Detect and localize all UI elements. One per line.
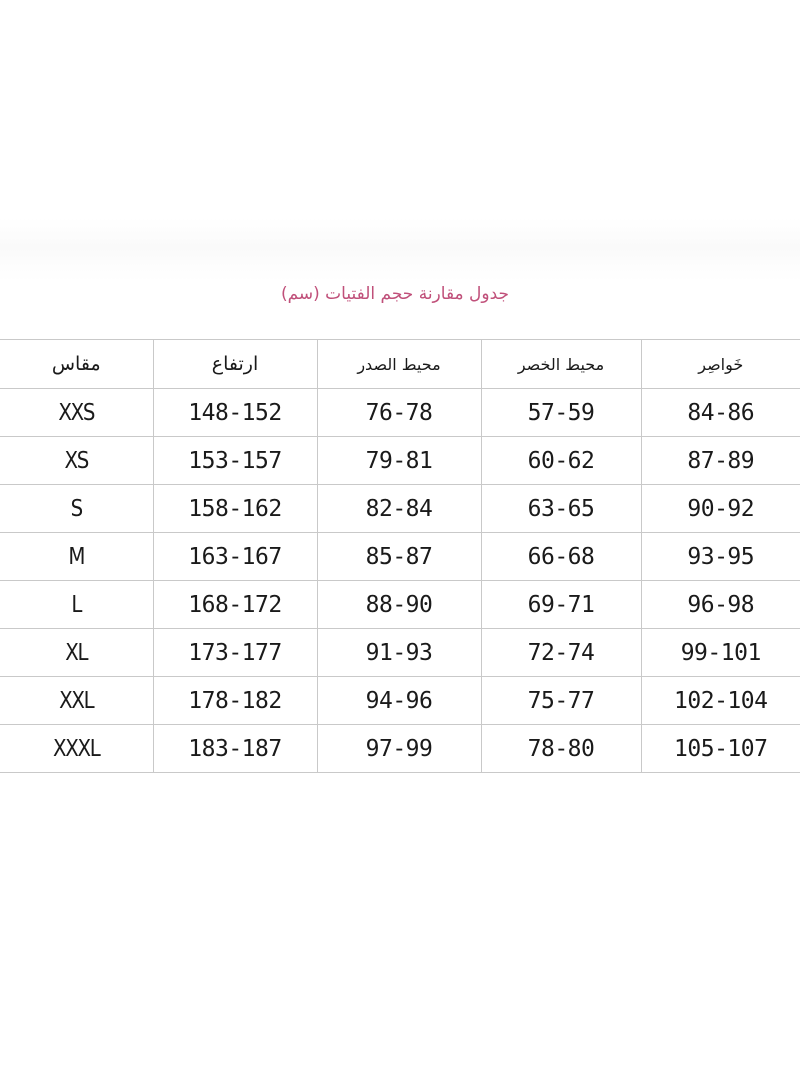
header-height: ارتفاع [153,340,317,389]
cell-waist: 63-65 [481,485,641,533]
table-caption [0,284,800,304]
header-waist: محيط الخصر [481,340,641,389]
cell-chest: 82-84 [317,485,481,533]
cell-height: 178-182 [153,677,317,725]
cell-hips: 102-104 [641,677,800,725]
cell-hips: 96-98 [641,581,800,629]
cell-hips: 105-107 [641,725,800,773]
cell-waist: 60-62 [481,437,641,485]
table-caption-text: جدول مقارنة حجم الفتيات (سم) [280,284,510,304]
cell-chest: 76-78 [317,389,481,437]
table-row [0,629,800,677]
cell-waist: 66-68 [481,533,641,581]
cell-hips: 90-92 [641,485,800,533]
cell-hips: 87-89 [641,437,800,485]
cell-waist: 72-74 [481,629,641,677]
size-comparison-table [0,339,800,773]
header-hips: خَواصِر [641,340,800,389]
table-row [0,533,800,581]
cell-chest: 91-93 [317,629,481,677]
cell-height: 148-152 [153,389,317,437]
cell-height: 173-177 [153,629,317,677]
table-row [0,725,800,773]
header-chest: محيط الصدر [317,340,481,389]
table-row [0,485,800,533]
cell-chest: 94-96 [317,677,481,725]
cell-height: 153-157 [153,437,317,485]
cell-waist: 78-80 [481,725,641,773]
cell-height: 183-187 [153,725,317,773]
cell-height: 168-172 [153,581,317,629]
cell-hips: 84-86 [641,389,800,437]
table-row [0,581,800,629]
cell-hips: 93-95 [641,533,800,581]
cell-chest: 88-90 [317,581,481,629]
table-header-row [0,340,800,389]
cell-height: 158-162 [153,485,317,533]
cell-waist: 69-71 [481,581,641,629]
cell-waist: 75-77 [481,677,641,725]
cell-waist: 57-59 [481,389,641,437]
cell-chest: 79-81 [317,437,481,485]
cell-size: M [11,533,143,581]
cell-height: 163-167 [153,533,317,581]
cell-chest: 97-99 [317,725,481,773]
cell-size: L [11,581,143,629]
cell-size: XXL [11,677,143,725]
header-size: مقاس [0,340,153,389]
table-row [0,437,800,485]
table-row [0,389,800,437]
cell-size: S [11,485,143,533]
cell-size: XXS [11,389,143,437]
cell-hips: 99-101 [641,629,800,677]
cell-size: XS [11,437,143,485]
table-row [0,677,800,725]
faded-background-band [0,218,800,282]
cell-size: XXXL [11,725,143,773]
cell-size: XL [11,629,143,677]
cell-chest: 85-87 [317,533,481,581]
